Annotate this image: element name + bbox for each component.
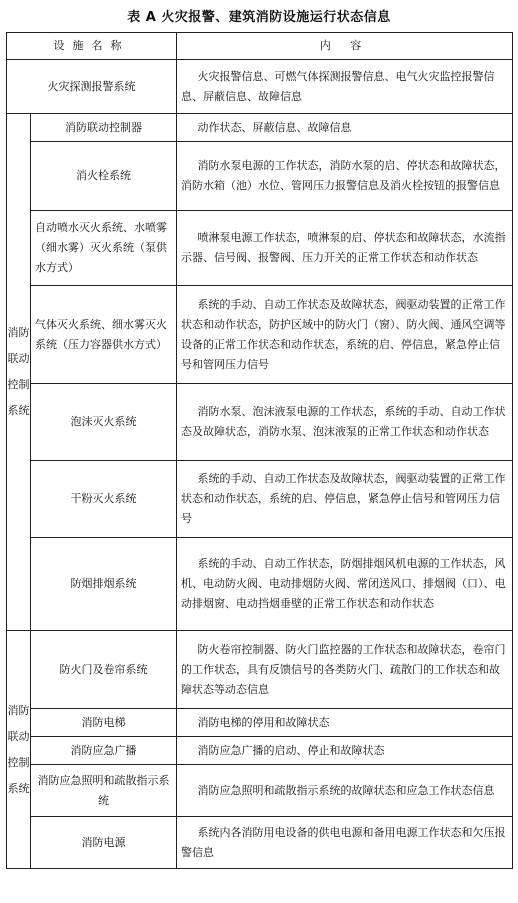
facility-content: 消防应急照明和疏散指示系统的故障状态和应急工作状态信息 [177, 765, 513, 817]
facility-content: 火灾报警信息、可燃气体探测报警信息、电气火灾监控报警信息、屏蔽信息、故障信息 [177, 60, 513, 114]
facility-content: 消防电梯的停用和故障状态 [177, 709, 513, 737]
group-label: 消防联动控制系统 [7, 114, 31, 631]
facility-name: 消防应急广播 [31, 737, 177, 765]
table-row [7, 60, 513, 114]
table-row [7, 286, 513, 384]
table-row [7, 461, 513, 538]
facility-name: 气体灭火系统、细水雾灭火系统（压力容器供水方式） [31, 286, 177, 384]
table-row [7, 538, 513, 631]
table-row [7, 765, 513, 817]
facility-name: 消防电梯 [31, 709, 177, 737]
facility-content: 系统的手动、自动工作状态，防烟排烟风机电源的工作状态，风机、电动防火阀、电动排烟防火阀、常闭送风口、排烟阀（口）、电动排烟窗、电动挡烟垂壁的正常工作状态和动作状态 [177, 538, 513, 631]
facility-name: 防火门及卷帘系统 [31, 631, 177, 709]
table-title: 表 A 火灾报警、建筑消防设施运行状态信息 [127, 10, 391, 25]
status-info-table [6, 32, 513, 869]
facility-content: 动作状态、屏蔽信息、故障信息 [177, 114, 513, 142]
facility-content: 喷淋泵电源工作状态，喷淋泵的启、停状态和故障状态，水流指示器、信号阀、报警阀、压力开关的正常工作状态和动作状态 [177, 211, 513, 286]
facility-content: 系统内各消防用电设备的供电电源和备用电源工作状态和欠压报警信息 [177, 817, 513, 869]
facility-name: 干粉灭火系统 [31, 461, 177, 538]
facility-name: 泡沫灭火系统 [31, 384, 177, 461]
group-label: 消防联动控制系统 [7, 631, 31, 869]
facility-content: 消防应急广播的启动、停止和故障状态 [177, 737, 513, 765]
table-row [7, 709, 513, 737]
table-row [7, 211, 513, 286]
header-row [7, 33, 513, 60]
facility-content: 消防水泵电源的工作状态，消防水泵的启、停状态和故障状态，消防水箱（池）水位、管网压力报警信息及消火栓按钮的报警信息 [177, 142, 513, 211]
facility-name: 消防联动控制器 [31, 114, 177, 142]
header-facility-name: 设施名称 [7, 33, 177, 60]
table-row [7, 142, 513, 211]
table-row [7, 114, 513, 142]
header-content: 内 容 [177, 33, 513, 60]
table-row [7, 631, 513, 709]
table-row [7, 384, 513, 461]
table-row [7, 817, 513, 869]
facility-name: 消火栓系统 [31, 142, 177, 211]
facility-content: 系统的手动、自动工作状态及故障状态，阀驱动装置的正常工作状态和动作状态，防护区域中的防火门（窗）、防火阀、通风空调等设备的正常工作状态和动作状态，系统的启、停信息，紧急停止信号和管网压力信号 [177, 286, 513, 384]
facility-name: 防烟排烟系统 [31, 538, 177, 631]
facility-content: 防火卷帘控制器、防火门监控器的工作状态和故障状态，卷帘门的工作状态，具有反馈信号的各类防火门、疏散门的工作状态和故障状态等动态信息 [177, 631, 513, 709]
table-row [7, 737, 513, 765]
facility-name: 消防电源 [31, 817, 177, 869]
facility-name: 消防应急照明和疏散指示系统 [31, 765, 177, 817]
facility-name: 火灾探测报警系统 [7, 60, 177, 114]
facility-content: 系统的手动、自动工作状态及故障状态，阀驱动装置的正常工作状态和动作状态，系统的启、停信息，紧急停止信号和管网压力信号 [177, 461, 513, 538]
facility-content: 消防水泵、泡沫液泵电源的工作状态，系统的手动、自动工作状态及故障状态，消防水泵、泡沫液泵的正常工作状态和动作状态 [177, 384, 513, 461]
facility-name: 自动喷水灭火系统、水喷雾（细水雾）灭火系统（泵供水方式） [31, 211, 177, 286]
